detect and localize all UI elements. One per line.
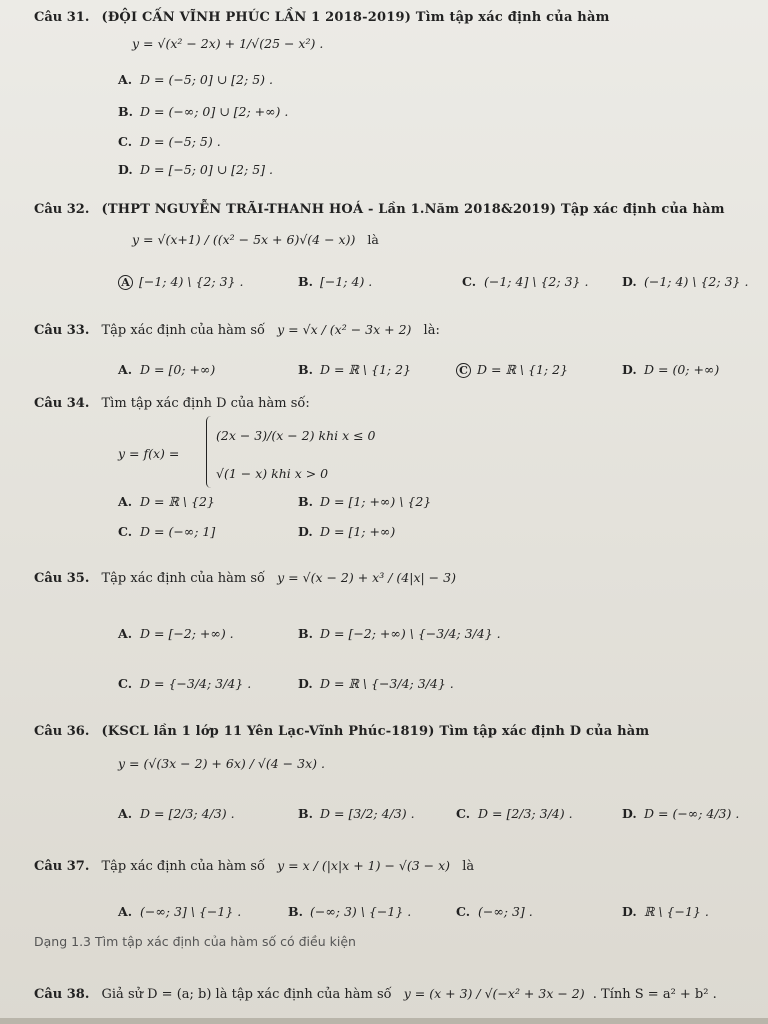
option-text: D = (0; +∞) — [644, 362, 720, 377]
option-text: D = [2/3; 3/4) . — [478, 806, 573, 821]
q35-option-d[interactable] — [298, 676, 454, 691]
question-32-formula: y = √(x+1) / ((x² − 5x + 6)√(4 − x)) — [132, 232, 356, 247]
question-37-formula: y = x / (|x|x + 1) − √(3 − x) — [277, 858, 451, 873]
question-34-case-1: (2x − 3)/(x − 2) khi x ≤ 0 — [216, 428, 376, 443]
option-label-circled: C — [456, 363, 471, 378]
option-label: B. — [298, 806, 313, 821]
option-text: D = (−∞; 0] ∪ [2; +∞) . — [140, 104, 289, 119]
option-label: C. — [456, 904, 471, 919]
question-suffix: là — [367, 232, 379, 247]
option-text: D = ℝ \ {−3/4; 3/4} . — [320, 676, 454, 691]
q32-option-a[interactable] — [118, 274, 243, 290]
question-number: Câu 37. — [34, 859, 90, 874]
question-number: Câu 31. — [34, 10, 90, 25]
question-suffix: . Tính S = a² + b² . — [592, 987, 717, 1002]
question-number: Câu 38. — [34, 987, 90, 1002]
question-text: Giả sử D = (a; b) là tập xác định của hàm số — [101, 987, 392, 1002]
q34-option-a[interactable] — [118, 494, 215, 509]
q31-option-b[interactable] — [118, 104, 288, 119]
q35-option-b[interactable] — [298, 626, 501, 641]
question-text: Tập xác định của hàm số — [101, 859, 265, 874]
option-label: D. — [298, 524, 313, 539]
question-33-formula: y = √x / (x² − 3x + 2) — [277, 322, 412, 337]
option-text: D = (−∞; 4/3) . — [644, 806, 740, 821]
question-number: Câu 32. — [34, 202, 90, 217]
option-label: C. — [118, 134, 133, 149]
option-label: A. — [118, 806, 133, 821]
option-text: D = {−3/4; 3/4} . — [140, 676, 252, 691]
option-label: D. — [622, 904, 637, 919]
option-text: D = (−5; 5) . — [140, 134, 221, 149]
q33-option-c[interactable] — [456, 362, 568, 378]
option-text: D = [3/2; 4/3) . — [320, 806, 415, 821]
q31-option-d[interactable] — [118, 162, 273, 177]
question-text: Tập xác định của hàm số — [101, 323, 265, 338]
option-label: D. — [622, 806, 637, 821]
question-35 — [34, 570, 456, 586]
question-suffix: là: — [423, 323, 440, 338]
question-31-formula: y = √(x² − 2x) + 1/√(25 − x²) . — [132, 36, 324, 51]
option-label: D. — [622, 362, 637, 377]
option-text: (−∞; 3] \ {−1} . — [140, 904, 242, 919]
q33-option-b[interactable] — [298, 362, 411, 377]
option-text: (−∞; 3) \ {−1} . — [310, 904, 412, 919]
q33-option-a[interactable] — [118, 362, 215, 377]
q37-option-b[interactable] — [288, 904, 411, 919]
q33-option-d[interactable] — [622, 362, 719, 377]
q32-option-b[interactable] — [298, 274, 372, 289]
option-text: D = [−2; +∞) \ {−3/4; 3/4} . — [320, 626, 501, 641]
option-label: A. — [118, 626, 133, 641]
option-text: D = ℝ \ {2} — [140, 494, 215, 509]
option-text: (−1; 4) \ {2; 3} . — [644, 274, 749, 289]
question-number: Câu 33. — [34, 323, 90, 338]
question-number: Câu 36. — [34, 724, 90, 739]
q36-option-a[interactable] — [118, 806, 235, 821]
question-34-formula-head: y = f(x) = — [118, 446, 180, 461]
option-text: (−1; 4] \ {2; 3} . — [484, 274, 589, 289]
option-label: C. — [462, 274, 477, 289]
option-label: B. — [288, 904, 303, 919]
option-text: D = (−5; 0] ∪ [2; 5) . — [140, 72, 273, 87]
option-label: B. — [298, 362, 313, 377]
q34-option-b[interactable] — [298, 494, 431, 509]
page-bottom-edge — [0, 1018, 768, 1024]
option-label: B. — [118, 104, 133, 119]
question-36 — [34, 724, 649, 739]
option-text: D = [2/3; 4/3) . — [140, 806, 235, 821]
q35-option-c[interactable] — [118, 676, 251, 691]
option-label: B. — [298, 494, 313, 509]
option-text: ℝ \ {−1} . — [644, 904, 709, 919]
option-text: D = ℝ \ {1; 2} — [477, 362, 568, 377]
question-number: Câu 34. — [34, 396, 90, 411]
q37-option-a[interactable] — [118, 904, 241, 919]
option-label: C. — [118, 524, 133, 539]
option-text: D = [1; +∞) — [320, 524, 396, 539]
question-31 — [34, 10, 610, 25]
question-33 — [34, 322, 440, 338]
option-label: A. — [118, 904, 133, 919]
question-38 — [34, 986, 717, 1002]
q34-option-d[interactable] — [298, 524, 395, 539]
q32-option-c[interactable] — [462, 274, 588, 289]
q36-option-d[interactable] — [622, 806, 739, 821]
option-text: [−1; 4) \ {2; 3} . — [139, 274, 244, 289]
q34-option-c[interactable] — [118, 524, 215, 539]
section-heading: Dạng 1.3 Tìm tập xác định của hàm số có điều kiện — [34, 934, 356, 949]
option-label: A. — [118, 72, 133, 87]
question-text: Tìm tập xác định D của hàm số: — [101, 396, 310, 411]
q37-option-c[interactable] — [456, 904, 533, 919]
question-38-formula: y = (x + 3) / √(−x² + 3x − 2) — [403, 986, 585, 1001]
option-text: (−∞; 3] . — [478, 904, 533, 919]
option-label: A. — [118, 494, 133, 509]
option-text: D = [1; +∞) \ {2} — [320, 494, 432, 509]
question-34 — [34, 396, 310, 411]
question-text: (ĐỘI CẤN VĨNH PHÚC LẦN 1 2018-2019) Tìm tập xác định của hàm — [101, 10, 610, 25]
option-text: D = [0; +∞) — [140, 362, 216, 377]
question-34-case-2: √(1 − x) khi x > 0 — [216, 466, 329, 481]
q37-option-d[interactable] — [622, 904, 709, 919]
option-label: B. — [298, 274, 313, 289]
option-text: [−1; 4) . — [320, 274, 373, 289]
option-label: D. — [622, 274, 637, 289]
question-37 — [34, 858, 474, 874]
option-label: C. — [118, 676, 133, 691]
option-label: D. — [118, 162, 133, 177]
option-label: B. — [298, 626, 313, 641]
piecewise-brace — [206, 416, 211, 488]
option-text: D = [−2; +∞) . — [140, 626, 234, 641]
question-text: (THPT NGUYỄN TRÃI-THANH HOÁ - Lần 1.Năm 2018&2019) Tập xác định của hàm — [101, 202, 725, 217]
option-text: D = (−∞; 1] — [140, 524, 216, 539]
question-number: Câu 35. — [34, 571, 90, 586]
option-label: D. — [298, 676, 313, 691]
question-text: (KSCL lần 1 lớp 11 Yên Lạc-Vĩnh Phúc-1819) Tìm tập xác định D của hàm — [101, 724, 650, 739]
question-suffix: là — [462, 859, 475, 874]
option-label: A. — [118, 362, 133, 377]
q32-option-d[interactable] — [622, 274, 748, 289]
question-text: Tập xác định của hàm số — [101, 571, 265, 586]
question-32 — [34, 202, 725, 217]
option-label-circled: A — [118, 275, 133, 290]
q31-option-a[interactable] — [118, 72, 273, 87]
option-label: C. — [456, 806, 471, 821]
q35-option-a[interactable] — [118, 626, 234, 641]
q31-option-c[interactable] — [118, 134, 221, 149]
question-32-formula-line — [132, 232, 379, 247]
question-35-formula: y = √(x − 2) + x³ / (4|x| − 3) — [277, 570, 456, 585]
q36-option-b[interactable] — [298, 806, 415, 821]
option-text: D = ℝ \ {1; 2} — [320, 362, 411, 377]
question-36-formula: y = (√(3x − 2) + 6x) / √(4 − 3x) . — [118, 756, 325, 771]
q36-option-c[interactable] — [456, 806, 573, 821]
option-text: D = [−5; 0] ∪ [2; 5] . — [140, 162, 273, 177]
